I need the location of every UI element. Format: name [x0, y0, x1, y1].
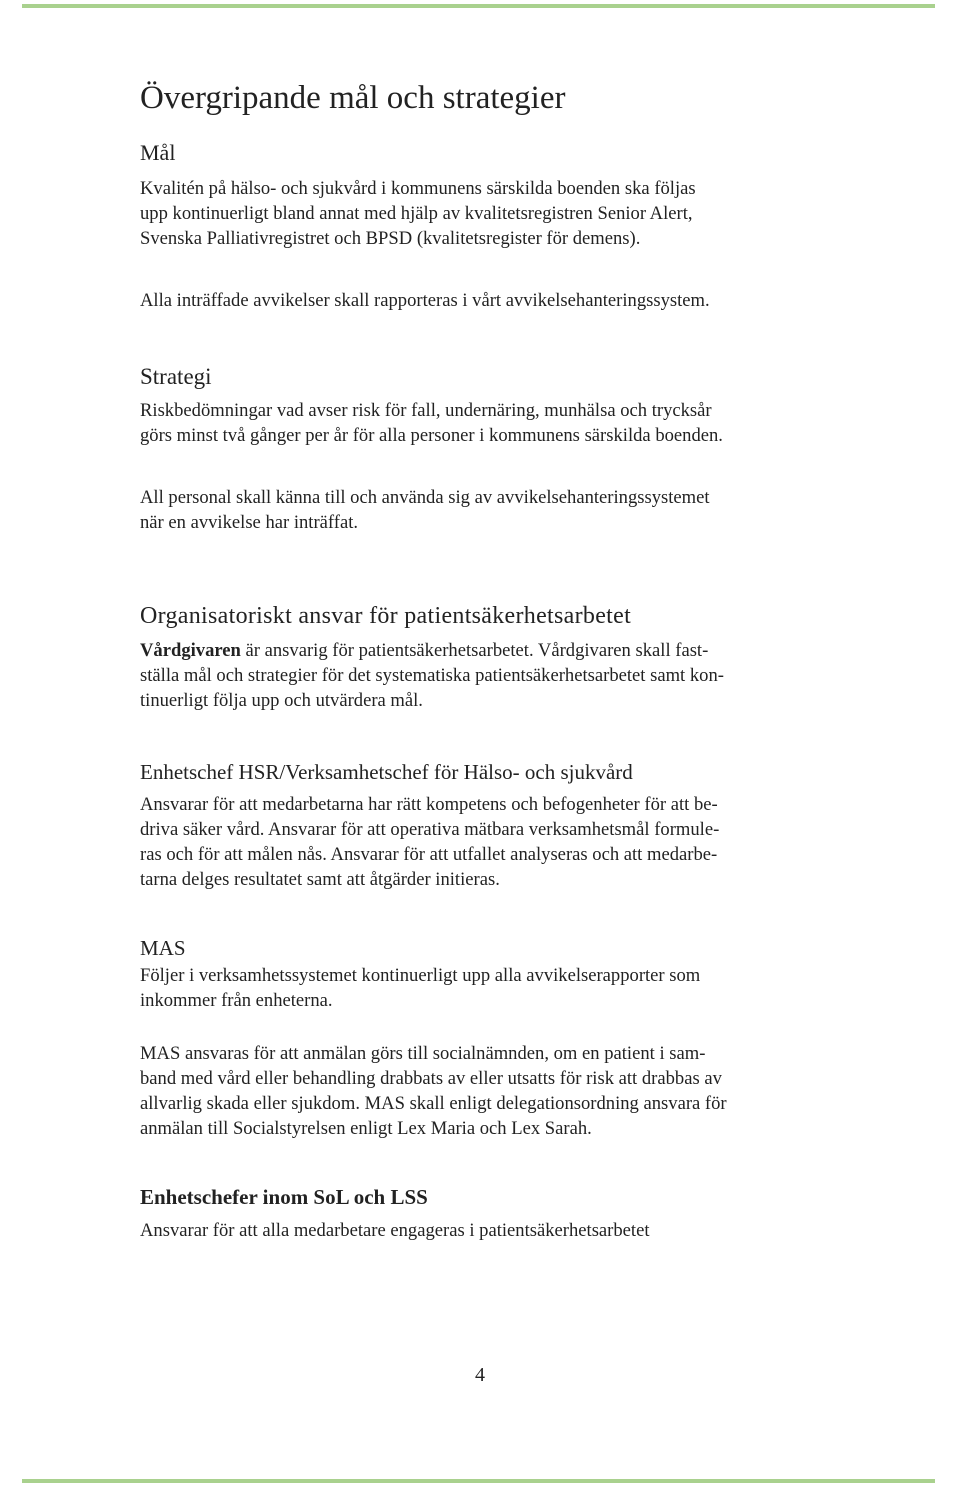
strategi-paragraph-1 — [140, 398, 723, 448]
bottom-rule — [22, 1479, 935, 1483]
text-line: All personal skall känna till och använda sig av avvikelsehanteringssystemet — [140, 487, 710, 508]
mal-paragraph-2 — [140, 288, 710, 313]
section-heading-org: Organisatoriskt ansvar för patientsäkerhetsarbetet — [140, 603, 632, 629]
text-line: driva säker vård. Ansvarar för att operativa mätbara verksamhetsmål formule- — [140, 819, 720, 840]
page-title: Övergripande mål och strategier — [140, 80, 566, 116]
section-heading-enhetschef: Enhetschef HSR/Verksamhetschef för Hälso- och sjukvård — [140, 760, 633, 784]
text-line — [140, 638, 724, 663]
strategi-paragraph-2 — [140, 485, 710, 535]
text-line: MAS ansvaras för att anmälan görs till socialnämnden, om en patient i sam- — [140, 1043, 706, 1064]
text-line: band med vård eller behandling drabbats av eller utsatts för risk att drabbas av — [140, 1068, 722, 1089]
text-line: Följer i verksamhetssystemet kontinuerligt upp alla avvikelserapporter som — [140, 965, 701, 986]
text-line: Kvalitén på hälso- och sjukvård i kommunens särskilda boenden ska följas — [140, 178, 696, 199]
text-line: när en avvikelse har inträffat. — [140, 512, 359, 533]
text-line: Riskbedömningar vad avser risk för fall, undernäring, munhälsa och trycksår — [140, 400, 712, 421]
text-line: allvarlig skada eller sjukdom. MAS skall enligt delegationsordning ansvara för — [140, 1093, 727, 1114]
text-line: tinuerligt följa upp och utvärdera mål. — [140, 690, 423, 711]
text-line: inkommer från enheterna. — [140, 990, 333, 1011]
text-line: tarna delges resultatet samt att åtgärder initieras. — [140, 869, 500, 890]
mas-paragraph-1 — [140, 963, 700, 1013]
section-heading-strategi: Strategi — [140, 364, 212, 389]
text-line: ras och för att målen nås. Ansvarar för att utfallet analyseras och att medarbe- — [140, 844, 718, 865]
enhetschefer-paragraph — [140, 1218, 650, 1243]
text-line: anmälan till Socialstyrelsen enligt Lex Maria och Lex Sarah. — [140, 1118, 592, 1139]
section-heading-mal: Mål — [140, 140, 176, 165]
text-line: görs minst två gånger per år för alla personer i kommunens särskilda boenden. — [140, 425, 723, 446]
text-line: Alla inträffade avvikelser skall rapporteras i vårt avvikelsehanteringssystem. — [140, 290, 710, 311]
section-heading-enhetschefer: Enhetschefer inom SoL och LSS — [140, 1185, 428, 1209]
top-rule — [22, 4, 935, 8]
enhetschef-paragraph — [140, 792, 719, 892]
text-line: Ansvarar för att medarbetarna har rätt kompetens och befogenheter för att be- — [140, 794, 718, 815]
section-heading-mas: MAS — [140, 936, 186, 960]
mal-paragraph-1 — [140, 176, 696, 251]
text-span: är ansvarig för patientsäkerhetsarbetet. Vårdgivaren skall fast- — [240, 640, 709, 661]
org-paragraph — [140, 638, 724, 713]
text-line: Ansvarar för att alla medarbetare engageras i patientsäkerhetsarbetet — [140, 1220, 650, 1241]
mas-paragraph-2 — [140, 1041, 727, 1141]
page-number: 4 — [475, 1364, 485, 1386]
vardgivaren-lead: Vårdgivaren — [140, 640, 241, 661]
text-line: ställa mål och strategier för det systematiska patientsäkerhetsarbetet samt kon- — [140, 665, 724, 686]
text-line: Svenska Palliativregistret och BPSD (kvalitetsregister för demens). — [140, 228, 641, 249]
text-line: upp kontinuerligt bland annat med hjälp av kvalitetsregistren Senior Alert, — [140, 203, 693, 224]
